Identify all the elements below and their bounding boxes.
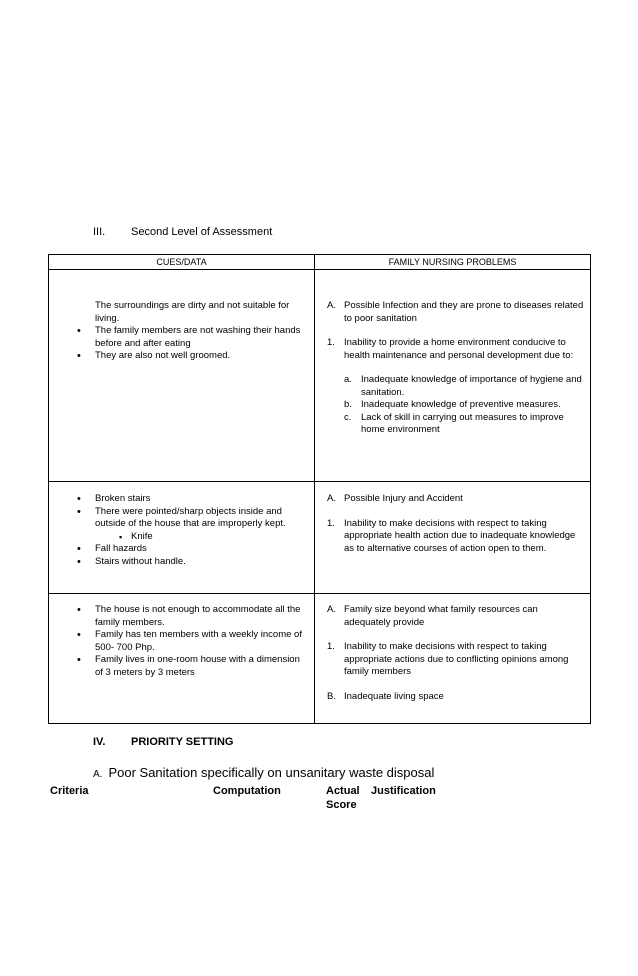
section-4-heading (93, 736, 233, 748)
list-item (327, 399, 584, 412)
sub-marker: c. (344, 411, 352, 423)
cue-sublist (77, 531, 306, 544)
problem-text: Possible Infection and they are prone to diseases related to poor sanitation (344, 300, 584, 324)
section-number: IV. (93, 736, 106, 748)
problem-marker: A. (327, 604, 336, 615)
cue-list (77, 543, 306, 568)
section-number: III. (93, 226, 106, 238)
item-text: Inability to make decisions with respect to taking appropriate actions due to conflicting opinions among family members (344, 641, 569, 677)
problems-cell (315, 594, 591, 724)
cue-text: The surroundings are dirty and not suitable for living. (95, 300, 290, 324)
cues-cell (49, 482, 315, 594)
item-text: Inability to provide a home environment conducive to health maintenance and personal development due to: (344, 337, 574, 361)
problem-subitem (327, 337, 584, 362)
item-text: Inability to make decisions with respect to taking appropriate health action due to inadequate knowledge as to alternative courses of action open to them. (344, 517, 576, 554)
assessment-table (48, 254, 591, 724)
sub-text: Inadequate knowledge of preventive measures. (361, 399, 561, 410)
section-title: PRIORITY SETTING (131, 736, 234, 748)
list-item (327, 412, 584, 437)
item-marker: 1. (327, 517, 335, 529)
problem-text: Family size beyond what family resources can adequately provide (344, 604, 538, 628)
item-marker: 1. (327, 641, 335, 652)
cue-item: • There were pointed/sharp objects inside and outside of the house that are improperly kept. (95, 506, 306, 531)
problem-item (327, 493, 584, 506)
list-item (327, 374, 584, 399)
cue-list (77, 604, 306, 679)
problem-marker: A. (327, 300, 336, 311)
cue-subitem: ▪ Knife (131, 531, 306, 544)
item-marker: 1. (327, 337, 335, 348)
cues-header: CUES/DATA (49, 255, 315, 270)
cue-item: • Broken stairs (95, 493, 306, 506)
cue-item: • The family members are not washing their hands before and after eating (95, 325, 306, 350)
problem-marker: B. (327, 690, 336, 702)
problem-subitem (327, 641, 584, 679)
problem-text: Possible Injury and Accident (344, 493, 463, 504)
cues-cell (49, 594, 315, 724)
subheading-marker: A. (93, 769, 103, 780)
cue-item: • They are also not well groomed. (95, 350, 306, 363)
problem-text: Inadequate living space (344, 690, 444, 702)
problems-header: FAMILY NURSING PROBLEMS (315, 255, 591, 270)
cue-item: • Fall hazards (95, 543, 306, 556)
actual-score-header: Actual Score (326, 785, 360, 811)
sub-marker: b. (344, 399, 352, 410)
sub-text: Inadequate knowledge of importance of hygiene and sanitation. (361, 374, 582, 398)
problem-subitem (327, 518, 584, 556)
criteria-header: Criteria (50, 785, 89, 797)
cue-item: • Family lives in one-room house with a dimension of 3 meters by 3 meters (95, 654, 306, 679)
priority-subheading (93, 765, 434, 780)
cue-item: • Family has ten members with a weekly income of 500- 700 Php. (95, 629, 306, 654)
problem-item (327, 691, 584, 704)
cue-item: • Stairs without handle. (95, 556, 306, 569)
table-row (49, 594, 591, 724)
cue-list (77, 493, 306, 531)
justification-header: Justification (371, 785, 436, 797)
problem-marker: A. (327, 493, 336, 504)
problem-item (327, 300, 584, 325)
computation-header: Computation (213, 785, 281, 797)
cue-list (77, 325, 306, 363)
section-3-heading (93, 226, 272, 238)
sub-text: Lack of skill in carrying out measures to improve home environment (361, 411, 564, 435)
cues-cell (49, 270, 315, 482)
sub-marker: a. (344, 374, 352, 385)
problems-cell (315, 482, 591, 594)
problem-item (327, 604, 584, 629)
cue-item: • The house is not enough to accommodate all the family members. (95, 604, 306, 629)
subheading-text: Poor Sanitation specifically on unsanitary waste disposal (108, 765, 435, 780)
table-row (49, 270, 591, 482)
table-row (49, 482, 591, 594)
section-title: Second Level of Assessment (131, 226, 273, 238)
problems-cell (315, 270, 591, 482)
table-header-row (49, 255, 591, 270)
